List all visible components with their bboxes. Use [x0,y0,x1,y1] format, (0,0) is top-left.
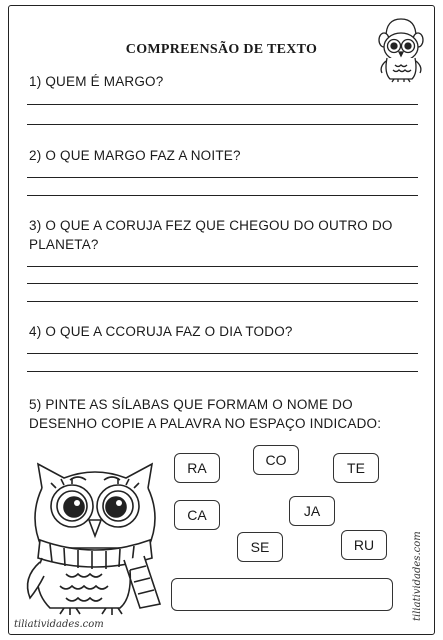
website-credit: tiliatividades.com [14,619,104,630]
answer-line [27,266,418,267]
syllable-box[interactable]: RU [341,530,387,560]
question-2: 2) O QUE MARGO FAZ A NOITE? [29,148,241,163]
syllable-box[interactable]: CO [253,445,299,475]
question-3: 3) O QUE A CORUJA FEZ QUE CHEGOU DO OUTRO DO PLANETA? [29,218,393,252]
question-5: 5) PINTE AS SÍLABAS QUE FORMAM O NOME DO DESENHO COPIE A PALAVRA NO ESPAÇO INDICADO: [29,397,382,431]
syllable-box[interactable]: JA [289,496,335,526]
answer-line [27,301,418,302]
syllable-box[interactable]: CA [174,500,220,530]
answer-word-box[interactable] [171,578,393,611]
answer-line [27,124,418,125]
syllable-box[interactable]: SE [237,532,283,562]
syllable-box[interactable]: TE [333,453,379,483]
answer-line [27,177,418,178]
website-credit-vertical: tiliatividades.com [412,531,423,621]
page-title: COMPREENSÃO DE TEXTO [125,42,318,57]
answer-line [27,195,418,196]
syllable-box[interactable]: RA [174,453,220,483]
answer-line [27,283,418,284]
question-1: 1) QUEM É MARGO? [29,74,164,89]
question-4: 4) O QUE A CCORUJA FAZ O DIA TODO? [29,324,293,339]
answer-line [27,371,418,372]
owl-with-scarf-icon [20,458,170,618]
answer-line [27,104,418,105]
answer-line [27,353,418,354]
